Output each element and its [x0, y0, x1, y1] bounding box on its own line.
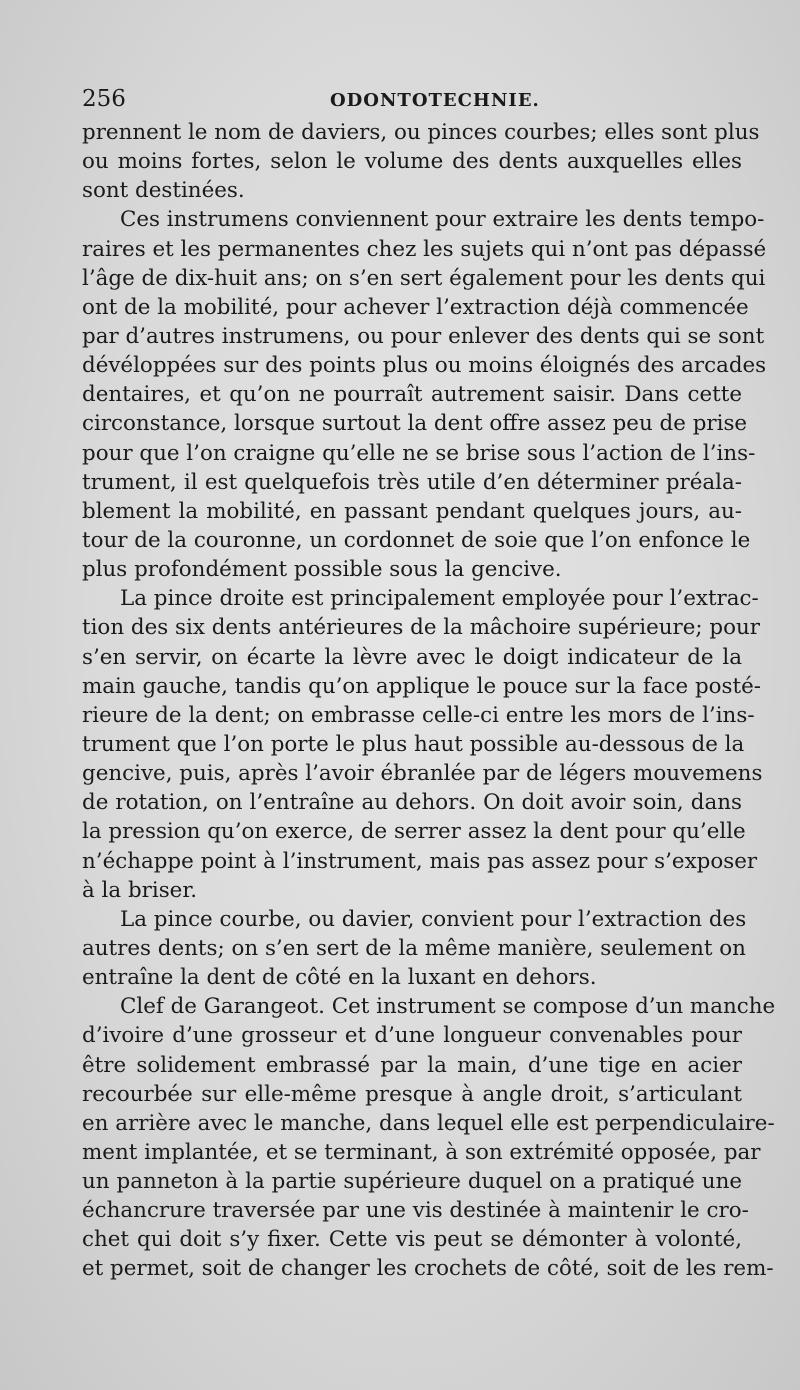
- text-line: dévéloppées sur des points plus ou moins éloignés des arcades: [82, 353, 767, 379]
- running-title: ODONTOTECHNIE.: [330, 90, 540, 111]
- page-number: 256: [82, 86, 126, 112]
- text-line: gencive, puis, après l’avoir ébranlée par de légers mouvemens: [82, 761, 763, 787]
- text-line: et permet, soit de changer les crochets de côté, soit de les rem-: [82, 1256, 774, 1282]
- text-line: en arrière avec le manche, dans lequel elle est perpendiculaire-: [82, 1110, 775, 1136]
- text-line: plus profondément possible sous la gencive.: [82, 557, 562, 583]
- text-line: à la briser.: [82, 877, 198, 903]
- text-line: raires et les permanentes chez les sujets qui n’ont pas dépassé: [82, 236, 767, 262]
- text-line: trument, il est quelquefois très utile d’en déterminer préala-: [82, 469, 742, 495]
- text-line: un panneton à la partie supérieure duquel on a pratiqué une: [82, 1169, 742, 1195]
- text-line: de rotation, on l’entraîne au dehors. On doit avoir soin, dans: [82, 790, 742, 816]
- text-line: Clef de Garangeot. Cet instrument se compose d’un manche: [120, 994, 776, 1020]
- text-line: tion des six dents antérieures de la mâchoire supérieure; pour: [82, 615, 760, 641]
- text-line: rieure de la dent; on embrasse celle-ci entre les mors de l’ins-: [82, 702, 755, 728]
- text-line: La pince droite est principalement employée pour l’extrac-: [120, 586, 759, 612]
- text-line: n’échappe point à l’instrument, mais pas assez pour s’exposer: [82, 848, 758, 874]
- text-line: autres dents; on s’en sert de la même manière, seulement on: [82, 935, 746, 961]
- text-line: par d’autres instrumens, ou pour enlever des dents qui se sont: [82, 323, 765, 349]
- text-line: recourbée sur elle-même presque à angle droit, s’articulant: [82, 1081, 742, 1107]
- page-header: [82, 86, 742, 116]
- body-text: [82, 118, 776, 1284]
- text-line: ou moins fortes, selon le volume des dents auxquelles elles: [82, 149, 742, 175]
- text-line: échancrure traversée par une vis destinée à maintenir le cro-: [82, 1198, 749, 1224]
- text-line: être solidement embrassé par la main, d’une tige en acier: [82, 1052, 742, 1078]
- text-line: chet qui doit s’y fixer. Cette vis peut se démonter à volonté,: [82, 1227, 742, 1253]
- text-line: prennent le nom de daviers, ou pinces courbes; elles sont plus: [82, 120, 760, 145]
- text-line: circonstance, lorsque surtout la dent offre assez peu de prise: [82, 411, 748, 437]
- text-line: sont destinées.: [82, 178, 245, 204]
- text-line: la pression qu’on exerce, de serrer assez la dent pour qu’elle: [82, 819, 746, 845]
- text-line: dentaires, et qu’on ne pourraît autrement saisir. Dans cette: [82, 382, 742, 408]
- text-line: La pince courbe, ou davier, convient pour l’extraction des: [120, 906, 747, 932]
- text-line: s’en servir, on écarte la lèvre avec le doigt indicateur de la: [82, 644, 742, 670]
- text-line: trument que l’on porte le plus haut possible au-dessous de la: [82, 731, 745, 757]
- text-line: ment implantée, et se terminant, à son extrémité opposée, par: [82, 1139, 761, 1165]
- text-line: l’âge de dix-huit ans; on s’en sert également pour les dents qui: [82, 265, 766, 291]
- text-line: blement la mobilité, en passant pendant quelques jours, au-: [82, 498, 742, 524]
- text-line: main gauche, tandis qu’on applique le pouce sur la face posté-: [82, 673, 761, 699]
- text-line: ont de la mobilité, pour achever l’extraction déjà commencée: [82, 294, 749, 320]
- text-line: pour que l’on craigne qu’elle ne se brise sous l’action de l’ins-: [82, 440, 756, 466]
- text-line: entraîne la dent de côté en la luxant en dehors.: [82, 965, 597, 991]
- text-line: d’ivoire d’une grosseur et d’une longueur convenables pour: [82, 1023, 742, 1049]
- text-line: Ces instrumens conviennent pour extraire les dents tempo-: [120, 207, 765, 233]
- text-line: tour de la couronne, un cordonnet de soie que l’on enfonce le: [82, 527, 751, 553]
